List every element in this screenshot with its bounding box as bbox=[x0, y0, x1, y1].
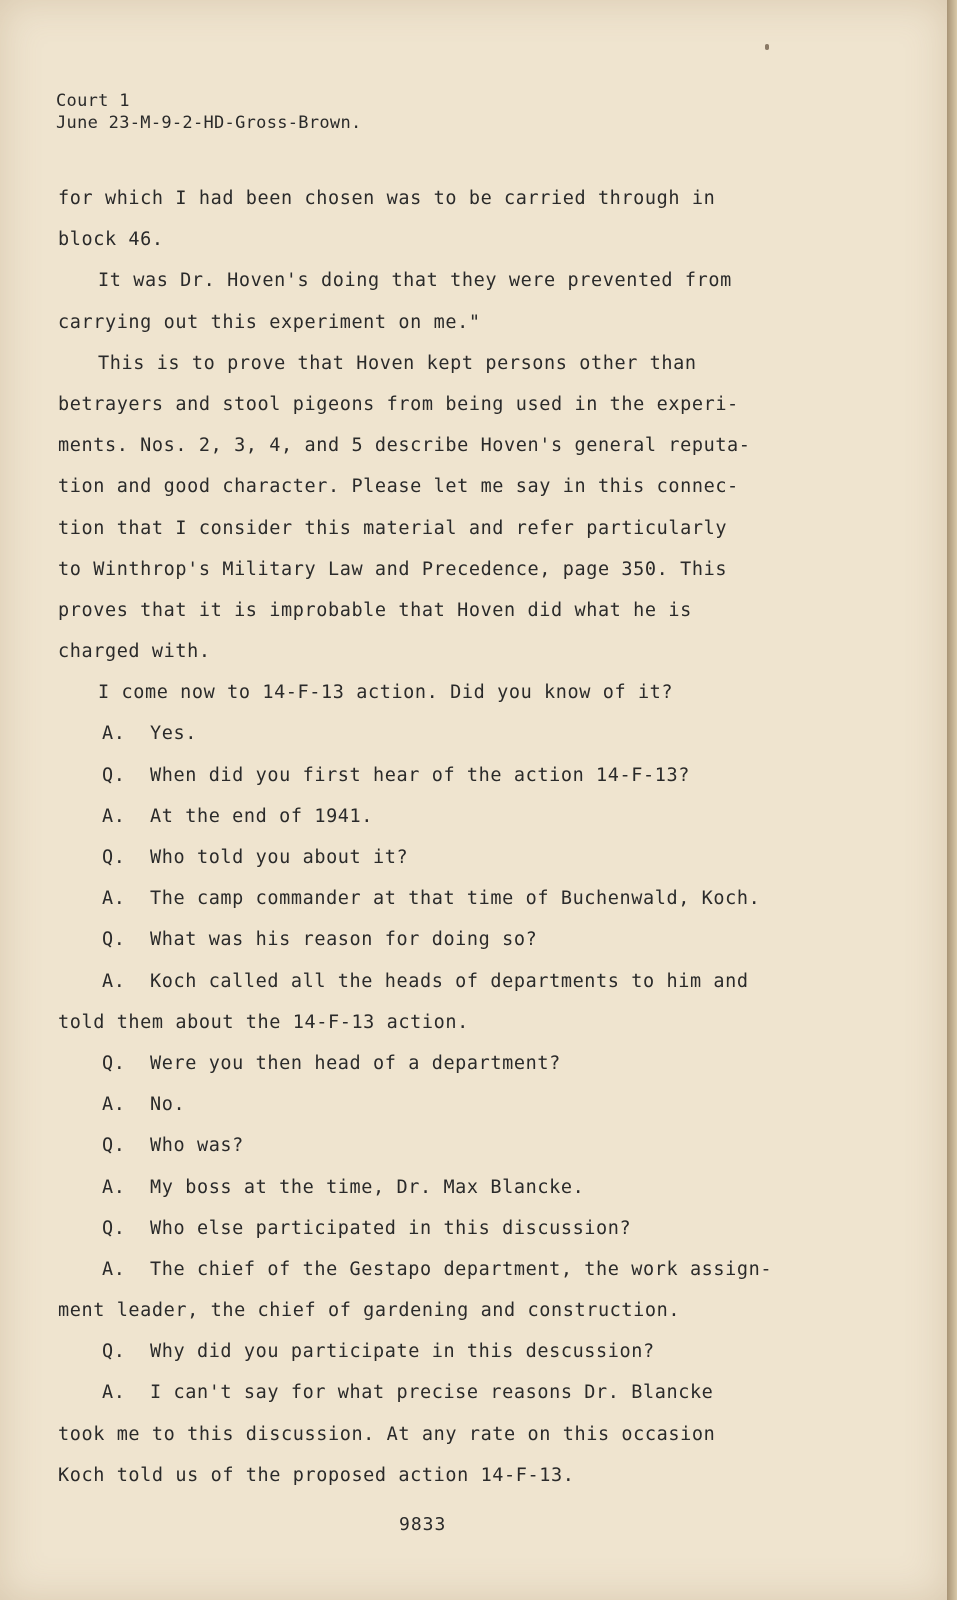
transcript-line bbox=[58, 466, 798, 507]
transcript-line bbox=[58, 384, 798, 425]
line-text: Were you then head of a department? bbox=[150, 1052, 561, 1074]
transcript-qa-line bbox=[58, 755, 798, 796]
line-text: At the end of 1941. bbox=[150, 805, 374, 827]
page-number: 9833 bbox=[399, 1514, 447, 1535]
transcript-qa-line bbox=[58, 1167, 798, 1208]
transcript-qa-line bbox=[58, 1208, 798, 1249]
transcript-line bbox=[58, 549, 798, 590]
line-text: Yes. bbox=[150, 723, 197, 745]
transcript-line bbox=[58, 590, 798, 631]
line-text: What was his reason for doing so? bbox=[150, 929, 538, 951]
speaker-label: A. bbox=[102, 1258, 126, 1280]
transcript-qa-line bbox=[58, 1372, 798, 1413]
line-text: ment leader, the chief of gardening and construction. bbox=[58, 1300, 681, 1322]
line-text: My boss at the time, Dr. Max Blancke. bbox=[150, 1176, 585, 1198]
line-text: Koch told us of the proposed action 14-F-13. bbox=[58, 1464, 575, 1486]
transcript-qa-line bbox=[58, 1331, 798, 1372]
line-text: block 46. bbox=[58, 229, 164, 251]
line-text: for which I had been chosen was to be carried through in bbox=[58, 188, 716, 209]
line-text: The camp commander at that time of Buchenwald, Koch. bbox=[150, 888, 761, 910]
speaker-label: A. bbox=[102, 723, 126, 745]
transcript-qa-line bbox=[58, 919, 798, 960]
line-text: When did you first hear of the action 14-F-13? bbox=[150, 764, 690, 786]
line-text: Who told you about it? bbox=[150, 847, 409, 868]
transcript-line bbox=[58, 508, 798, 549]
line-text: took me to this discussion. At any rate on this occasion bbox=[58, 1423, 716, 1445]
transcript-line bbox=[58, 1002, 798, 1043]
speaker-label: A. bbox=[102, 805, 126, 827]
transcript-line bbox=[58, 219, 798, 260]
transcript-line bbox=[58, 260, 798, 301]
line-text: tion that I consider this material and refer particularly bbox=[58, 517, 728, 539]
line-text: Who was? bbox=[150, 1135, 244, 1157]
speaker-label: Q. bbox=[102, 1135, 126, 1157]
line-text: ments. Nos. 2, 3, 4, and 5 describe Hoven's general reputa- bbox=[58, 435, 751, 457]
line-text: I come now to 14-F-13 action. Did you know of it? bbox=[98, 682, 674, 704]
transcript-line bbox=[58, 672, 798, 713]
line-text: charged with. bbox=[58, 641, 211, 663]
line-text: I can't say for what precise reasons Dr. Blancke bbox=[150, 1382, 714, 1404]
speaker-label: Q. bbox=[102, 764, 126, 786]
speaker-label: Q. bbox=[102, 1341, 126, 1363]
document-header bbox=[56, 90, 362, 134]
line-text: Why did you participate in this descussion? bbox=[150, 1341, 655, 1363]
header-reference: June 23-M-9-2-HD-Gross-Brown. bbox=[56, 113, 362, 133]
line-text: proves that it is improbable that Hoven did what he is bbox=[58, 599, 692, 621]
transcript-body bbox=[58, 178, 798, 1496]
line-text: carrying out this experiment on me." bbox=[58, 311, 481, 333]
speaker-label: Q. bbox=[102, 847, 126, 868]
transcript-line bbox=[58, 1290, 798, 1331]
line-text: told them about the 14-F-13 action. bbox=[58, 1011, 469, 1033]
transcript-qa-line bbox=[58, 961, 798, 1002]
line-text: betrayers and stool pigeons from being used in the experi- bbox=[58, 393, 739, 415]
transcript-line bbox=[58, 178, 798, 219]
line-text: Koch called all the heads of departments to him and bbox=[150, 970, 749, 992]
transcript-line bbox=[58, 302, 798, 343]
speaker-label: Q. bbox=[102, 1217, 126, 1239]
line-text: No. bbox=[150, 1094, 186, 1116]
transcript-qa-line bbox=[58, 1043, 798, 1084]
page-edge bbox=[947, 0, 957, 1600]
speaker-label: A. bbox=[102, 1176, 126, 1198]
line-text: tion and good character. Please let me say in this connec- bbox=[58, 476, 739, 498]
transcript-line bbox=[58, 1414, 798, 1455]
line-text: This is to prove that Hoven kept persons other than bbox=[98, 352, 697, 374]
line-text: to Winthrop's Military Law and Precedence, page 350. This bbox=[58, 558, 728, 580]
speaker-label: A. bbox=[102, 1382, 126, 1404]
line-text: It was Dr. Hoven's doing that they were prevented from bbox=[98, 270, 732, 292]
speaker-label: A. bbox=[102, 1094, 126, 1116]
transcript-qa-line bbox=[58, 1084, 798, 1125]
transcript-qa-line bbox=[58, 878, 798, 919]
speaker-label: A. bbox=[102, 888, 126, 910]
transcript-qa-line bbox=[58, 1249, 798, 1290]
line-text: Who else participated in this discussion? bbox=[150, 1217, 632, 1239]
speaker-label: A. bbox=[102, 970, 126, 992]
header-court: Court 1 bbox=[56, 91, 130, 111]
speaker-label: Q. bbox=[102, 929, 126, 951]
transcript-line bbox=[58, 1455, 798, 1496]
transcript-line bbox=[58, 343, 798, 384]
transcript-qa-line bbox=[58, 796, 798, 837]
speaker-label: Q. bbox=[102, 1052, 126, 1074]
transcript-qa-line bbox=[58, 713, 798, 754]
transcript-qa-line bbox=[58, 837, 798, 878]
transcript-line bbox=[58, 631, 798, 672]
transcript-qa-line bbox=[58, 1125, 798, 1166]
line-text: The chief of the Gestapo department, the work assign- bbox=[150, 1258, 773, 1280]
paper-speck bbox=[765, 44, 769, 50]
transcript-line bbox=[58, 425, 798, 466]
